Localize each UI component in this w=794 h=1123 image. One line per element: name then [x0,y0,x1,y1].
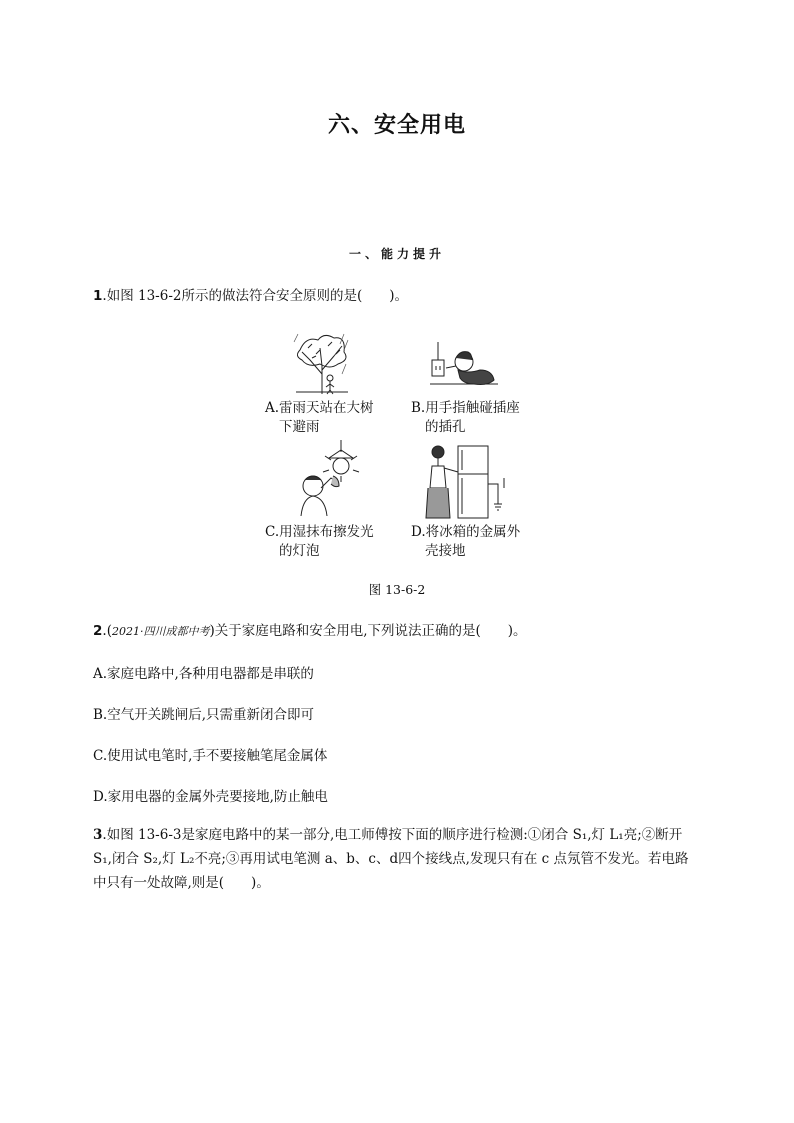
illustration-tree-in-rain [292,330,352,396]
option-b: B.空气开关跳闸后,只需重新闭合即可 [93,707,315,723]
figure-label: 图 13-6-2 [368,582,426,597]
option-a: A.家庭电路中,各种用电器都是串联的 [93,666,314,682]
question-number: 2 [93,623,103,639]
question-number: 1 [93,288,103,304]
figure-caption-d: D.将冰箱的金属外 壳接地 [411,524,521,559]
figure-caption-a: A.雷雨天站在大树 下避雨 [265,400,374,435]
illustration-finger-socket [428,340,500,396]
question-source: 2021·四川成都中考 [111,625,210,638]
question-text: )关于家庭电路和安全用电,下列说法正确的是( )。 [209,623,527,639]
option-c: C.使用试电笔时,手不要接触笔尾金属体 [93,748,328,764]
page-title: 六、安全用电 [327,113,466,138]
illustration-wiping-bulb [295,438,367,518]
section-heading: 一、能力提升 [348,247,445,261]
option-d: D.家用电器的金属外壳要接地,防止触电 [93,789,328,805]
question-text: .如图 13-6-2所示的做法符合安全原则的是( )。 [102,288,409,304]
question-2: 2.(2021·四川成都中考)关于家庭电路和安全用电,下列说法正确的是( )。 [93,623,527,639]
question-3: 3.如图 13-6-3是家庭电路中的某一部分,电工师傅按下面的顺序进行检测:①闭合 S₁,灯 L₁亮;②断开 S₁,闭合 S₂,灯 L₂不亮;③再用试电笔测 a、b、c、d四个接线点,发现只有在 c 点氖管不发光。若电路 中只有一处故障,则是( )。 [93,827,689,891]
figure-caption-c: C.用湿抹布擦发光 的灯泡 [265,524,374,559]
figure-caption-b: B.用手指触碰插座 的插孔 [411,400,520,435]
question-number: 3 [93,827,103,843]
question-1 [93,286,408,306]
illustration-fridge-ground [422,444,512,520]
